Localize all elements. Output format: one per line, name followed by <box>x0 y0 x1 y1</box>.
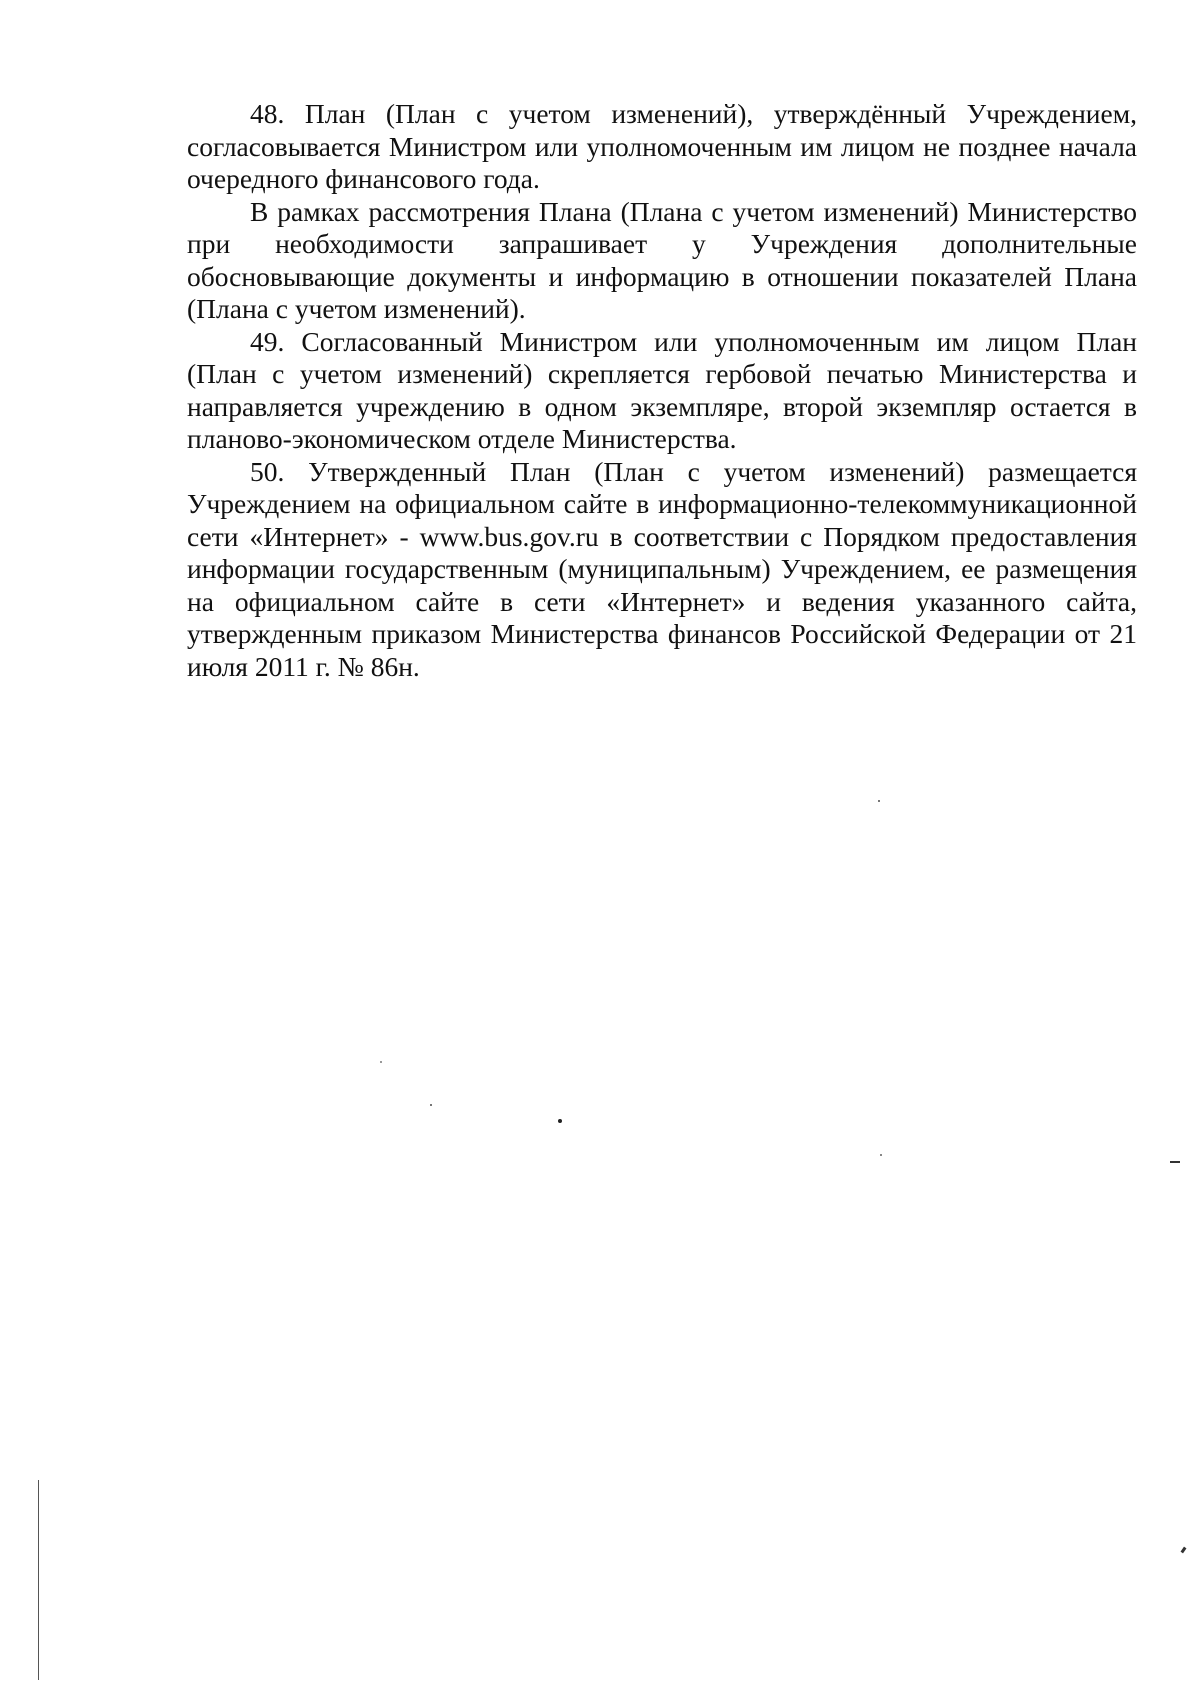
paragraph-48-review: В рамках рассмотрения Плана (Плана с учетом изменений) Министерство при необходимости запрашивает у Учреждения дополнительные обосновывающие документы и информацию в отношении показателей Плана (Плана с учетом изменений). <box>187 195 1137 324</box>
scan-speck <box>430 1104 432 1106</box>
document-body <box>187 98 1137 683</box>
scan-edge-line <box>38 1480 39 1680</box>
paragraph-48: 48. План (План с учетом изменений), утверждённый Учреждением, согласовывается Министром или уполномоченным им лицом не позднее начала очередного финансового года. <box>187 98 1137 194</box>
paragraph-49: 49. Согласованный Министром или уполномоченным им лицом План (План с учетом изменений) скрепляется гербовой печатью Министерства и направляется учреждению в одном экземпляре, второй экземпляр остается в планово-экономическом отделе Министерства. <box>187 325 1137 454</box>
scan-speck <box>558 1119 562 1123</box>
scan-speck <box>878 800 880 802</box>
paragraph-50: 50. Утвержденный План (План с учетом изменений) размещается Учреждением на официальном сайте в информационно-телекоммуникационной сети «Интернет» - www.bus.gov.ru в соответствии с Порядком предоставления информации государственным (муниципальным) Учреждением, ее размещения на официальном сайте в сети «Интернет» и ведения указанного сайта, утвержденным приказом Министерства финансов Российской Федерации от 21 июля 2011 г. № 86н. <box>187 455 1137 682</box>
scan-speck <box>380 1061 382 1063</box>
scan-speck <box>1181 1547 1187 1554</box>
scan-speck <box>880 1154 882 1156</box>
scan-speck <box>1170 1161 1180 1163</box>
